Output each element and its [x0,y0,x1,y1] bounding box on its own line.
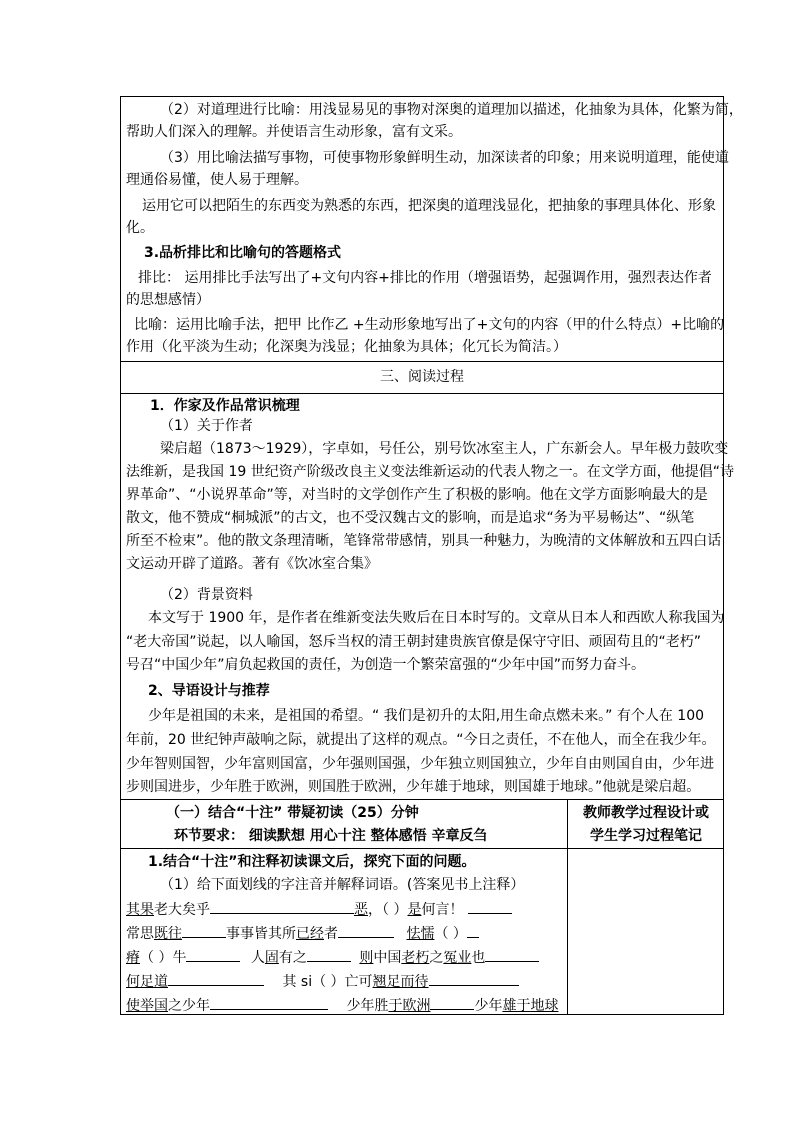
context-text: 事事皆其所 [226,926,296,942]
target-word: 何足道 [126,974,168,990]
context-text: ，（ ） [368,902,408,918]
context-text: 也 [471,950,486,966]
context-text: 者 [324,926,338,942]
context-text: 何言！ [421,902,464,918]
target-word: 地球 [530,998,559,1014]
context-text: 中国 [373,950,402,966]
text-line: 散文，他不赞成“桐城派”的古文，也不受汉魏古文的影响，而是追求“务为平易畅达”、“纵笔 [126,510,695,526]
text-line: 少年是祖国的未来，是祖国的希望。“ 我们是初升的太阳,用生命点燃未来。” 有个人在 100 [148,708,705,724]
context-text: 之少年 [168,998,210,1014]
text-line: “老大帝国”说起，以人喻国，怒斥当权的清王朝封建贵族官僚是保守守旧、顽固苟且的“老朽” [126,634,702,650]
text-line: （2）对道理进行比喻：用浅显易见的事物对深奥的道理加以描述，化抽象为具体，化繁为简， [160,102,743,118]
table-rule [120,393,724,394]
subheading: 1．作家及作品常识梳理 [150,398,300,414]
answer-blank[interactable] [210,899,354,914]
text-line: （3）用比喻法描写事物，可使事物形象鲜明生动，加深读者的印象；用来说明道理，能使道 [160,150,729,166]
target-word: 举国 [140,998,168,1014]
text-line: 运用它可以把陌生的东西变为熟悉的东西，把深奥的道理浅显化，把抽象的事理具体化、形象 [142,198,716,214]
notes-column-header: 学生学习过程笔记 [590,828,702,844]
context-text: 少年胜 [346,998,389,1014]
text-line: 作用（化平淡为生动；化深奥为浅显；化抽象为具体；化冗长为简洁。） [126,339,567,355]
text-line: 少年智则国智，少年富则国富，少年强则国强，少年独立则国独立，少年自由则国自由，少年进 [126,756,714,772]
text-line: 本文写于 1900 年，是作者在维新变法失败后在日本时写的。文章从日本人和西欧人称我国为 [148,610,725,626]
target-word: 欧洲 [402,998,431,1014]
exercise-line [126,995,558,1017]
exercise-line [126,923,479,945]
activity-requirements: 环节要求： 细读默想 用心十注 整体感悟 辛章反刍 [174,828,488,844]
answer-blank[interactable] [485,947,539,962]
text-line: 号召“中国少年”肩负起救国的责任，为创造一个繁荣富强的“少年中国”而努力奋斗。 [126,657,646,673]
exercise-line [126,947,539,969]
answer-blank[interactable] [468,899,512,914]
context-text: 有之 [278,950,307,966]
target-word: 怯懦 [406,926,435,942]
table-rule [120,799,724,800]
answer-blank[interactable] [467,923,479,938]
target-word: 则 [359,950,374,966]
context-text: 老大矣乎 [154,902,210,918]
answer-blank[interactable] [168,971,264,986]
context-text: （ ） [434,926,467,942]
context-text: （ ）牛 [140,950,187,966]
exercise-line [126,971,519,993]
target-word: 固 [264,950,279,966]
table-rule [120,848,724,849]
question-title: 1.结合“十注”和注释初读课文后，探究下面的问题。 [148,854,476,870]
context-text: 之 [429,950,444,966]
subheading: 2、导语设计与推荐 [148,683,270,699]
activity-title: （一）结合“十注” 带疑初读（25）分钟 [166,805,419,821]
answer-blank[interactable] [307,947,351,962]
notes-column-header: 教师教学过程设计或 [583,805,709,821]
table-rule [120,361,724,362]
target-word: 已经 [296,926,324,942]
text-line: 的思想感情） [126,292,210,308]
subheading: 3.品析排比和比喻句的答题格式 [144,245,342,261]
text-line: 文运动开辟了道路。著有《饮冰室合集》 [126,556,378,572]
answer-blank[interactable] [186,947,240,962]
target-word: 使 [126,998,140,1014]
target-word: 老朽 [401,950,430,966]
text-line: （2）背景资料 [160,587,253,603]
text-line: 理通俗易懂，使人易于理解。 [126,172,308,188]
text-line: 比喻：运用比喻手法，把甲 比作乙 +生动形象地写出了+文句的内容（甲的什么特点）+比喻的 [134,317,725,333]
text-line: 步则国进步，少年胜于欧洲，则国胜于欧洲，少年雄于地球，则国雄于地球。”他就是梁启超。 [126,779,701,795]
answer-blank[interactable] [338,923,394,938]
target-word: 瘠 [126,950,140,966]
text-line: 排比： 运用排比手法写出了+文句内容+排比的作用（增强语势，起强调作用，强烈表达作者 [138,270,712,286]
context-text: 常思 [126,926,154,942]
target-word: 其果 [126,902,154,918]
section-title: 三、阅读过程 [380,369,464,385]
text-line: （1）关于作者 [160,418,253,434]
text-line: 界革命”、“小说界革命”等，对当时的文学创作产生了积极的影响。他在文学方面影响最大的是 [126,487,708,503]
answer-blank[interactable] [430,995,474,1010]
text-line: 法维新，是我国 19 世纪资产阶级改良主义变法维新运动的代表人物之一。在文学方面，他提倡“诗 [126,464,734,480]
exercise-line [126,899,512,921]
answer-blank[interactable] [429,971,519,986]
text-line: 所至不检束”。他的散文条理清晰，笔锋常带感情，别具一种魅力，为晚清的文体解放和五四白话 [126,533,722,549]
question-instruction: （1）给下面划线的字注音并解释词语。(答案见书上注释） [160,877,525,893]
answer-blank[interactable] [182,923,226,938]
text-line: 帮助人们深入的理解。并使语言生动形象，富有文采。 [126,124,462,140]
target-word: 雄于 [502,998,531,1014]
target-word: 恶 [354,902,368,918]
target-word: 冤业 [443,950,472,966]
context-text: 少年 [474,998,503,1014]
target-word: 既往 [154,926,182,942]
target-word: 翘足而待 [372,974,429,990]
target-word: 于 [388,998,403,1014]
text-line: 年前，20 世纪钟声敲响之际，就提出了这样的观点。“今日之责任，不在他人，而全在我少年。 [126,732,716,748]
text-line: 化。 [126,220,154,236]
context-text: 其 si（ ）亡可 [282,974,373,990]
target-word: 是 [407,902,422,918]
text-line: 梁启超（1873～1929），字卓如，号任公，别号饮冰室主人，广东新会人。早年极力鼓吹变 [160,441,729,457]
answer-blank[interactable] [210,995,328,1010]
context-text: 人 [250,950,265,966]
